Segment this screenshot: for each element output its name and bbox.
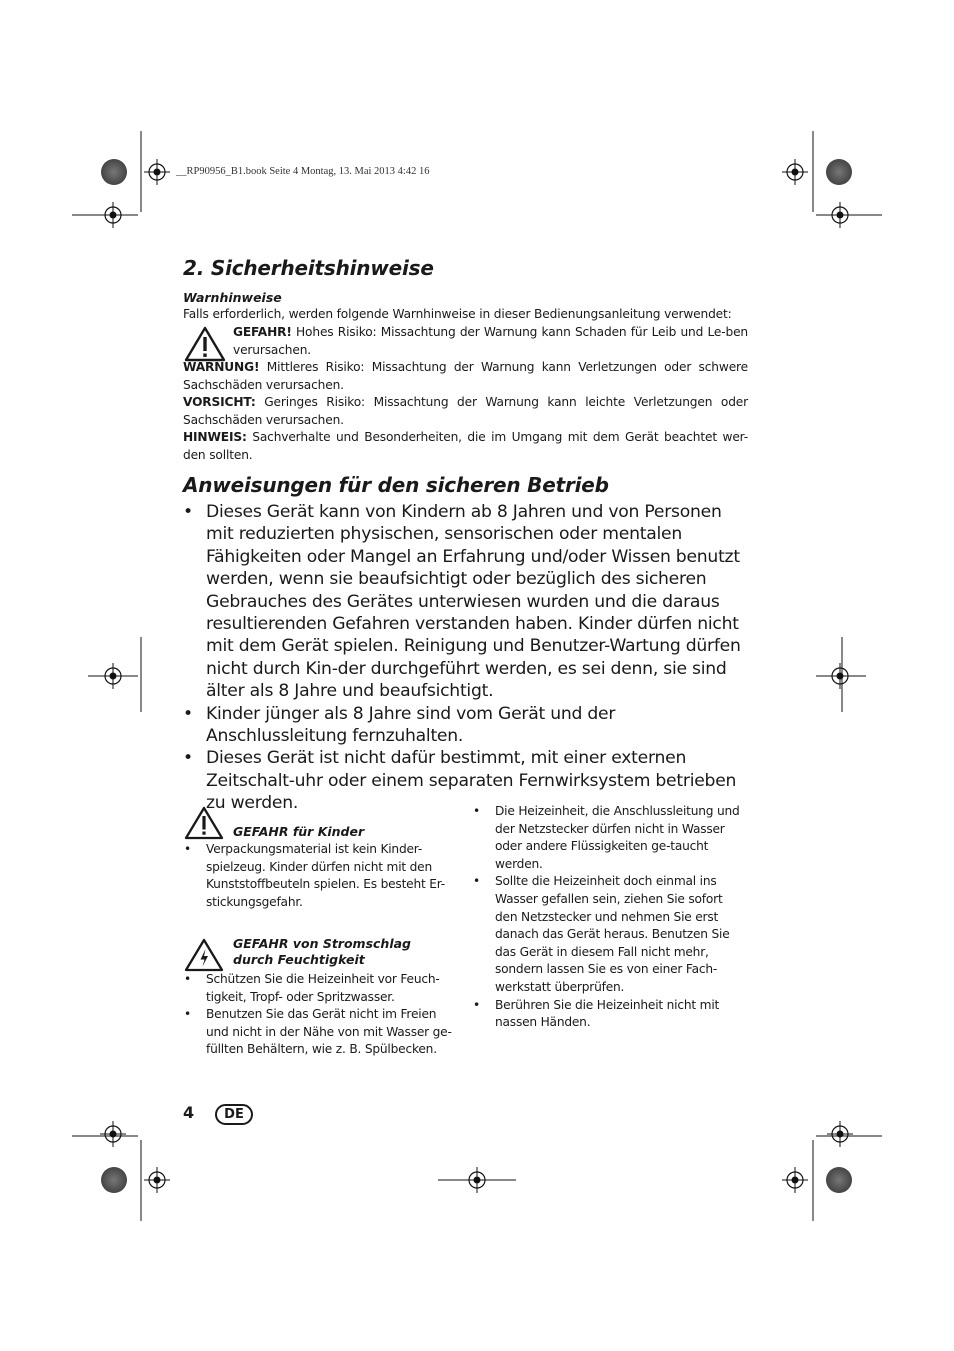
color-target-icon bbox=[826, 1167, 852, 1193]
gefahr-text: Hohes Risiko: Missachtung der Warnung kann Schaden für Leib und Le-ben verursachen. bbox=[233, 325, 748, 357]
page-number: 4 bbox=[183, 1103, 195, 1122]
right-column-list bbox=[473, 803, 745, 1032]
list-item: • Kinder jünger als 8 Jahre sind vom Gerät und der Anschlussleitung fernzuhalten. bbox=[183, 703, 748, 748]
gefahr-paragraph bbox=[233, 324, 748, 359]
color-target-icon bbox=[826, 159, 852, 185]
children-danger-list bbox=[184, 841, 454, 911]
list-item: • Schützen Sie die Heizeinheit vor Feuch-tigkeit, Tropf- oder Spritzwasser. bbox=[184, 971, 456, 1006]
section-title: 2. Sicherheitshinweise bbox=[183, 256, 434, 280]
warnung-text: Mittleres Risiko: Missachtung der Warnung kann Verletzungen oder schwere Sachschäden verursachen. bbox=[183, 360, 748, 392]
warn-heading: Warnhinweise bbox=[183, 290, 282, 305]
registration-mark-icon bbox=[144, 159, 170, 185]
electric-danger-title-line1: GEFAHR von Stromschlag bbox=[233, 936, 411, 951]
warnung-paragraph bbox=[183, 359, 748, 394]
list-item: • Berühren Sie die Heizeinheit nicht mit nassen Händen. bbox=[473, 997, 745, 1032]
hinweis-paragraph bbox=[183, 429, 748, 464]
list-item: • Dieses Gerät ist nicht dafür bestimmt, mit einer externen Zeitschalt-uhr oder einem separaten Fernwirksystem betrieben zu werden. bbox=[183, 747, 748, 814]
children-danger-title: GEFAHR für Kinder bbox=[233, 824, 365, 839]
list-item: • Dieses Gerät kann von Kindern ab 8 Jahren und von Personen mit reduzierten physischen, sensorischen oder mentalen Fähigkeiten oder Mangel an Erfahrung und/oder Wissen benutzt werden, wenn sie beaufsichtigt oder bezüglich des sicheren Gebrauches des Gerätes unterwiesen wurden und die daraus resultierenden Gefahren verstanden haben. Kinder dürfen nicht mit dem Gerät spielen. Reinigung und Benutzer-Wartung dürfen nicht durch Kin-der durchgeführt werden, es sei denn, sie sind älter als 8 Jahre und beaufsichtigt. bbox=[183, 501, 748, 703]
registration-mark-icon bbox=[144, 1167, 170, 1193]
list-item: • Die Heizeinheit, die Anschlussleitung und der Netzstecker dürfen nicht in Wasser oder andere Flüssigkeiten ge-taucht werden. bbox=[473, 803, 745, 873]
safe-operation-list bbox=[183, 501, 748, 815]
warning-triangle-icon bbox=[184, 806, 224, 840]
gefahr-label: GEFAHR! bbox=[233, 325, 292, 339]
safe-operation-title: Anweisungen für den sicheren Betrieb bbox=[183, 473, 609, 497]
color-target-icon bbox=[101, 159, 127, 185]
list-item: • Sollte die Heizeinheit doch einmal ins Wasser gefallen sein, ziehen Sie sofort den Netzstecker und nehmen Sie erst danach das Gerät heraus. Benutzen Sie das Gerät in diesem Fall nicht mehr, sondern lassen Sie es von einer Fach-werkstatt überprüfen. bbox=[473, 873, 745, 996]
vorsicht-label: VORSICHT: bbox=[183, 395, 256, 409]
hinweis-text: Sachverhalte und Besonderheiten, die im Umgang mit dem Gerät beachtet wer-den sollten. bbox=[183, 430, 748, 462]
color-target-icon bbox=[101, 1167, 127, 1193]
electric-warning-icon bbox=[184, 938, 224, 972]
list-item: • Benutzen Sie das Gerät nicht im Freien und nicht in der Nähe von mit Wasser ge-füllten Behältern, wie z. B. Spülbecken. bbox=[184, 1006, 456, 1059]
warnung-label: WARNUNG! bbox=[183, 360, 260, 374]
intro-text: Falls erforderlich, werden folgende Warnhinweise in dieser Bedienungsanleitung verwendet: bbox=[183, 307, 732, 321]
registration-mark-icon bbox=[782, 159, 808, 185]
file-info-line: __RP90956_B1.book Seite 4 Montag, 13. Mai 2013 4:42 16 bbox=[176, 166, 430, 177]
electric-danger-title bbox=[233, 936, 411, 968]
hinweis-label: HINWEIS: bbox=[183, 430, 247, 444]
warning-triangle-icon bbox=[184, 326, 226, 362]
electric-danger-list bbox=[184, 971, 456, 1059]
list-item: • Verpackungsmaterial ist kein Kinder-spielzeug. Kinder dürfen nicht mit den Kunststoffbeuteln spielen. Es besteht Er-stickungsgefahr. bbox=[184, 841, 454, 911]
language-badge: DE bbox=[215, 1104, 253, 1125]
electric-danger-title-line2: durch Feuchtigkeit bbox=[233, 952, 365, 967]
registration-mark-icon bbox=[827, 1121, 853, 1147]
registration-mark-icon bbox=[100, 202, 126, 228]
registration-mark-icon bbox=[782, 1167, 808, 1193]
registration-mark-icon bbox=[827, 202, 853, 228]
registration-mark-icon bbox=[100, 1121, 126, 1147]
vorsicht-paragraph bbox=[183, 394, 748, 429]
vorsicht-text: Geringes Risiko: Missachtung der Warnung kann leichte Verletzungen oder Sachschäden verursachen. bbox=[183, 395, 748, 427]
